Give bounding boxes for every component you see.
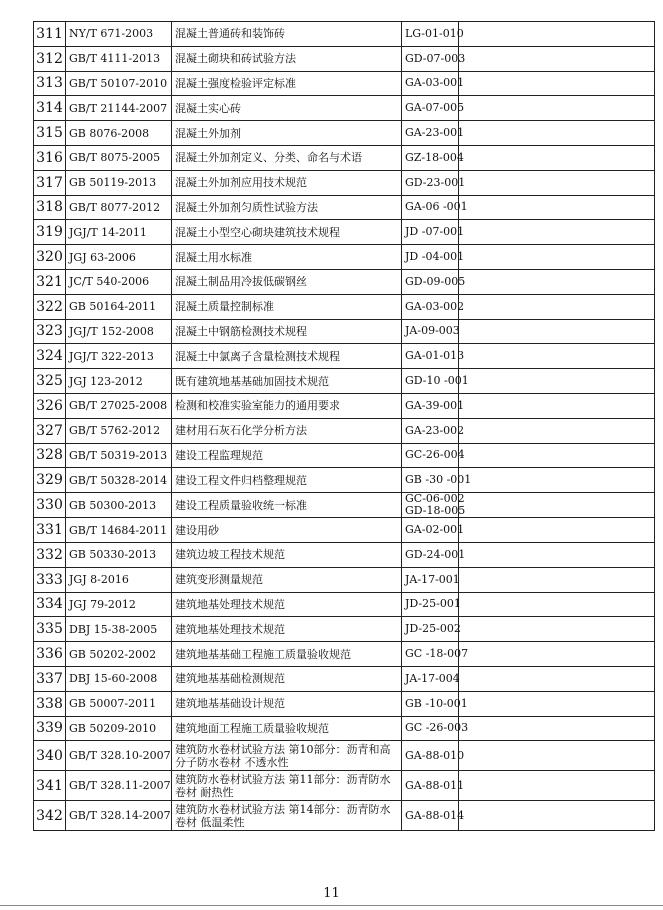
table-row	[34, 71, 655, 96]
remarks-cell	[459, 46, 655, 71]
bottom-edge-line	[0, 905, 663, 906]
remarks-cell	[459, 294, 655, 319]
classification-code-text: JA-17-004	[405, 671, 460, 685]
table-row	[34, 666, 655, 691]
row-number: 315	[34, 121, 66, 146]
row-number: 340	[34, 741, 66, 771]
classification-code-text: GA-02-001	[405, 523, 465, 537]
standard-code: GB 50119-2013	[66, 170, 172, 195]
classification-code	[402, 567, 459, 592]
table-row	[34, 46, 655, 71]
standard-code: GB/T 328.10-2007	[66, 741, 172, 771]
remarks-cell	[459, 344, 655, 369]
classification-code	[402, 245, 465, 270]
standard-name: 混凝土外加剂匀质性试验方法	[172, 195, 402, 220]
table-row	[34, 642, 655, 667]
remarks-cell	[459, 195, 655, 220]
classification-code-text: GA-03-002	[405, 299, 465, 313]
row-number: 319	[34, 220, 66, 245]
standard-name: 建筑防水卷材试验方法 第14部分：沥青防水卷材 低温柔性	[172, 801, 402, 831]
standard-code: GB/T 21144-2007	[66, 96, 172, 121]
remarks-cell	[459, 71, 655, 96]
table-row	[34, 269, 655, 294]
classification-code	[402, 121, 465, 146]
classification-code-text: GC-26-004	[405, 448, 465, 462]
standard-name: 建筑地基基础检测规范	[172, 666, 402, 691]
standard-name: 建筑地基处理技术规范	[172, 617, 402, 642]
row-number: 311	[34, 22, 66, 47]
standard-code: GB/T 5762-2012	[66, 418, 172, 443]
standard-code: JGJ 8-2016	[66, 567, 172, 592]
table-row	[34, 443, 655, 468]
remarks-cell	[459, 666, 655, 691]
remarks-cell	[459, 691, 655, 716]
classification-code-text: GA-01-013	[405, 349, 465, 363]
classification-code	[402, 46, 466, 71]
remarks-cell	[459, 245, 655, 270]
classification-code	[402, 294, 465, 319]
standard-name: 建筑地基基础工程施工质量验收规范	[172, 642, 402, 667]
remarks-cell	[459, 468, 655, 493]
standard-code: GB 50202-2002	[66, 642, 172, 667]
remarks-cell	[459, 771, 655, 801]
classification-code	[402, 801, 465, 831]
classification-code	[402, 220, 465, 245]
standard-code: GB 50164-2011	[66, 294, 172, 319]
table-row	[34, 170, 655, 195]
standard-name: 建材用石灰石化学分析方法	[172, 418, 402, 443]
classification-code-text-2: GD-18-005	[405, 504, 466, 518]
table-row	[34, 319, 655, 344]
table-row	[34, 418, 655, 443]
remarks-cell	[459, 642, 655, 667]
standard-code: JGJ 63-2006	[66, 245, 172, 270]
classification-code	[402, 592, 459, 617]
classification-code	[402, 443, 465, 468]
remarks-cell	[459, 121, 655, 146]
standard-code: GB/T 27025-2008	[66, 393, 172, 418]
classification-code-text: GA-06 -001	[405, 200, 468, 214]
remarks-cell	[459, 145, 655, 170]
standard-name: 建设工程文件归档整理规范	[172, 468, 402, 493]
remarks-cell	[459, 741, 655, 771]
standard-name: 混凝土强度检验评定标准	[172, 71, 402, 96]
classification-code	[402, 771, 465, 801]
standard-name: 建筑地基处理技术规范	[172, 592, 402, 617]
table-row	[34, 801, 655, 831]
standard-code: JGJ/T 152-2008	[66, 319, 172, 344]
standard-code: GB/T 50319-2013	[66, 443, 172, 468]
standard-name: 建设工程质量验收统一标准	[172, 493, 402, 518]
remarks-cell	[459, 269, 655, 294]
classification-code	[402, 642, 469, 667]
standard-code: GB/T 14684-2011	[66, 518, 172, 543]
classification-code	[402, 344, 465, 369]
classification-code	[402, 468, 472, 493]
remarks-cell	[459, 369, 655, 394]
classification-code-text: GA-88-010	[405, 748, 465, 762]
classification-code-text: GC -18-007	[405, 647, 469, 661]
remarks-cell	[459, 393, 655, 418]
standard-code: GB 50007-2011	[66, 691, 172, 716]
classification-code	[402, 145, 464, 170]
table-row	[34, 195, 655, 220]
row-number: 339	[34, 716, 66, 741]
remarks-cell	[459, 493, 655, 518]
standard-name: 混凝土质量控制标准	[172, 294, 402, 319]
standard-code: GB 50300-2013	[66, 493, 172, 518]
classification-code-text: GA-07-005	[405, 101, 465, 115]
classification-code	[402, 96, 465, 121]
classification-code	[402, 71, 465, 96]
page-number: 11	[323, 886, 340, 901]
standard-code: GB 50330-2013	[66, 542, 172, 567]
classification-code	[402, 542, 466, 567]
standard-code: JGJ/T 14-2011	[66, 220, 172, 245]
table-row	[34, 22, 655, 47]
remarks-cell	[459, 801, 655, 831]
standard-code: NY/T 671-2003	[66, 22, 172, 47]
remarks-cell	[459, 518, 655, 543]
standard-code: GB/T 328.11-2007	[66, 771, 172, 801]
table-row	[34, 393, 655, 418]
classification-code-text: GD-24-001	[405, 547, 466, 561]
standards-table-body	[34, 22, 655, 831]
row-number: 318	[34, 195, 66, 220]
standard-code: DBJ 15-38-2005	[66, 617, 172, 642]
standard-name: 混凝土砌块和砖试验方法	[172, 46, 402, 71]
classification-code	[402, 418, 465, 443]
standard-name: 混凝土用水标准	[172, 245, 402, 270]
classification-code	[402, 393, 465, 418]
row-number: 325	[34, 369, 66, 394]
standard-code: GB/T 50107-2010	[66, 71, 172, 96]
row-number: 316	[34, 145, 66, 170]
classification-code-text: GD-07-003	[405, 51, 466, 65]
classification-code-text: JD -04-001	[405, 250, 465, 264]
table-row	[34, 592, 655, 617]
standard-code: GB/T 8075-2005	[66, 145, 172, 170]
classification-code	[402, 666, 459, 691]
row-number: 322	[34, 294, 66, 319]
row-number: 328	[34, 443, 66, 468]
standard-name: 建筑边坡工程技术规范	[172, 542, 402, 567]
classification-code-text: GC -26-003	[405, 721, 469, 735]
row-number: 337	[34, 666, 66, 691]
classification-code	[402, 617, 459, 642]
row-number: 312	[34, 46, 66, 71]
classification-code-text: JD-25-001	[405, 597, 461, 611]
standard-name: 混凝土中钢筋检测技术规程	[172, 319, 402, 344]
standard-code: GB 8076-2008	[66, 121, 172, 146]
row-number: 342	[34, 801, 66, 831]
table-row	[34, 567, 655, 592]
classification-code-text: JD-25-002	[405, 622, 461, 636]
table-row	[34, 294, 655, 319]
row-number: 317	[34, 170, 66, 195]
standard-name: 混凝土实心砖	[172, 96, 402, 121]
table-row	[34, 716, 655, 741]
standard-name: 混凝土制品用冷拔低碳钢丝	[172, 269, 402, 294]
table-row	[34, 771, 655, 801]
classification-code-text: JD -07-001	[405, 225, 465, 239]
row-number: 324	[34, 344, 66, 369]
remarks-cell	[459, 170, 655, 195]
classification-code-text: JA-17-001	[405, 572, 460, 586]
table-row	[34, 741, 655, 771]
classification-code-text: GZ-18-004	[405, 150, 464, 164]
standard-code: JGJ 79-2012	[66, 592, 172, 617]
classification-code-text: GD-23-001	[405, 175, 466, 189]
standards-table	[33, 21, 655, 831]
table-row	[34, 245, 655, 270]
classification-code-text: JA-09-003	[405, 324, 460, 338]
classification-code	[402, 22, 464, 47]
standard-name: 建筑变形测量规范	[172, 567, 402, 592]
classification-code	[402, 691, 468, 716]
remarks-cell	[459, 592, 655, 617]
table-row	[34, 96, 655, 121]
standard-code: GB 50209-2010	[66, 716, 172, 741]
table-row	[34, 344, 655, 369]
row-number: 323	[34, 319, 66, 344]
row-number: 314	[34, 96, 66, 121]
standard-name: 既有建筑地基基础加固技术规范	[172, 369, 402, 394]
standard-code: GB/T 4111-2013	[66, 46, 172, 71]
classification-code	[402, 195, 468, 220]
row-number: 321	[34, 269, 66, 294]
table-row	[34, 145, 655, 170]
row-number: 335	[34, 617, 66, 642]
standard-name: 混凝土小型空心砌块建筑技术规程	[172, 220, 402, 245]
row-number: 341	[34, 771, 66, 801]
classification-code	[402, 518, 465, 543]
remarks-cell	[459, 220, 655, 245]
table-row	[34, 493, 655, 518]
classification-code-text: GA-88-014	[405, 808, 465, 822]
classification-code-text: LG-01-010	[405, 26, 464, 40]
table-row	[34, 121, 655, 146]
standard-name: 建设工程监理规范	[172, 443, 402, 468]
classification-code	[402, 716, 469, 741]
remarks-cell	[459, 567, 655, 592]
classification-code-text: GA-03-001	[405, 76, 465, 90]
classification-code	[402, 170, 466, 195]
classification-code	[402, 741, 465, 771]
table-row	[34, 691, 655, 716]
standard-code: GB/T 8077-2012	[66, 195, 172, 220]
standard-name: 建设用砂	[172, 518, 402, 543]
table-row	[34, 542, 655, 567]
standard-name: 混凝土普通砖和装饰砖	[172, 22, 402, 47]
classification-code-text: GA-23-001	[405, 126, 465, 140]
remarks-cell	[459, 617, 655, 642]
classification-code-text: GD-10 -001	[405, 374, 469, 388]
row-number: 332	[34, 542, 66, 567]
classification-code	[402, 319, 459, 344]
table-row	[34, 518, 655, 543]
table-row	[34, 468, 655, 493]
classification-code-text: GA-88-011	[405, 778, 465, 792]
classification-code-text: GD-09-005	[405, 274, 466, 288]
classification-code	[402, 492, 466, 518]
table-row	[34, 369, 655, 394]
standard-name: 混凝土外加剂应用技术规范	[172, 170, 402, 195]
remarks-cell	[459, 96, 655, 121]
classification-code-text: GB -10-001	[405, 696, 468, 710]
row-number: 329	[34, 468, 66, 493]
table-row	[34, 220, 655, 245]
classification-code	[402, 269, 466, 294]
standard-name: 建筑防水卷材试验方法 第11部分：沥青防水卷材 耐热性	[172, 771, 402, 801]
standard-code: JGJ 123-2012	[66, 369, 172, 394]
remarks-cell	[459, 319, 655, 344]
row-number: 326	[34, 393, 66, 418]
standard-name: 建筑防水卷材试验方法 第10部分：沥青和高分子防水卷材 不透水性	[172, 741, 402, 771]
table-row	[34, 617, 655, 642]
standard-code: JGJ/T 322-2013	[66, 344, 172, 369]
standard-name: 建筑地基基础设计规范	[172, 691, 402, 716]
row-number: 334	[34, 592, 66, 617]
classification-code-text: GC-06-002	[405, 492, 465, 506]
standard-name: 检测和校准实验室能力的通用要求	[172, 393, 402, 418]
row-number: 333	[34, 567, 66, 592]
row-number: 331	[34, 518, 66, 543]
classification-code	[402, 369, 469, 394]
remarks-cell	[459, 542, 655, 567]
row-number: 336	[34, 642, 66, 667]
standard-code: GB/T 50328-2014	[66, 468, 172, 493]
row-number: 327	[34, 418, 66, 443]
classification-code-text: GB -30 -001	[405, 473, 472, 487]
standard-code: GB/T 328.14-2007	[66, 801, 172, 831]
standard-name: 混凝土外加剂定义、分类、命名与术语	[172, 145, 402, 170]
classification-code-text: GA-23-002	[405, 423, 465, 437]
row-number: 338	[34, 691, 66, 716]
row-number: 330	[34, 493, 66, 518]
standard-name: 建筑地面工程施工质量验收规范	[172, 716, 402, 741]
standard-code: JC/T 540-2006	[66, 269, 172, 294]
row-number: 320	[34, 245, 66, 270]
row-number: 313	[34, 71, 66, 96]
remarks-cell	[459, 22, 655, 47]
standard-name: 混凝土外加剂	[172, 121, 402, 146]
standard-name: 混凝土中氯离子含量检测技术规程	[172, 344, 402, 369]
remarks-cell	[459, 443, 655, 468]
remarks-cell	[459, 716, 655, 741]
classification-code-text: GA-39-001	[405, 398, 465, 412]
remarks-cell	[459, 418, 655, 443]
standard-code: DBJ 15-60-2008	[66, 666, 172, 691]
